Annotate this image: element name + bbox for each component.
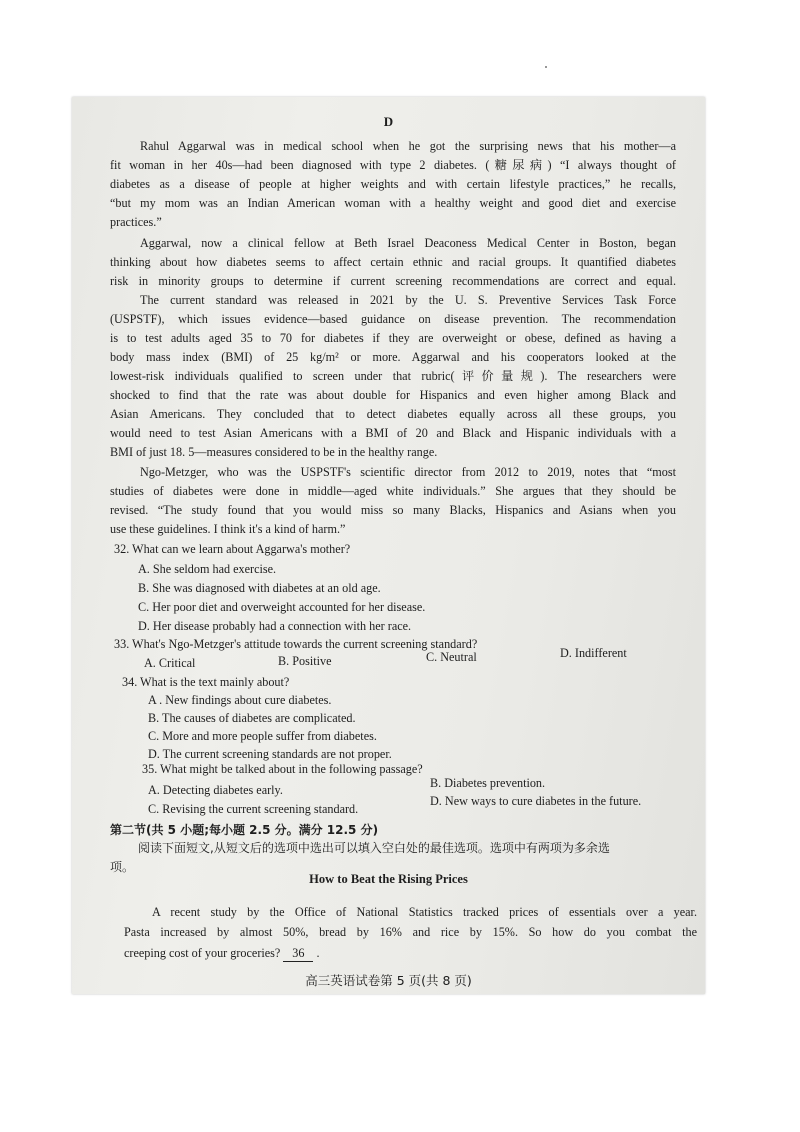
passage-line-text: creeping cost of your groceries? <box>124 946 281 960</box>
passage-line: Pasta increased by almost 50%, bread by 16% and rice by 15%. So how do you combat the <box>124 925 697 939</box>
question-32-option-a[interactable]: A. She seldom had exercise. <box>138 562 277 576</box>
question-34-option-b[interactable]: B. The causes of diabetes are complicated. <box>148 711 356 725</box>
paragraph-line: practices.” <box>110 215 162 229</box>
paragraph-line: shocked to find that the rate was about double for Hispanics and even higher among Black and <box>110 388 676 402</box>
question-32-option-d[interactable]: D. Her disease probably had a connection with her race. <box>138 619 412 633</box>
exam-page <box>72 97 705 994</box>
question-33-option-c[interactable]: C. Neutral <box>426 650 477 664</box>
question-32-option-b[interactable]: B. She was diagnosed with diabetes at an old age. <box>138 581 381 595</box>
question-35-option-d[interactable]: D. New ways to cure diabetes in the future. <box>430 794 642 808</box>
question-35-option-b[interactable]: B. Diabetes prevention. <box>430 776 546 790</box>
passage-title: How to Beat the Rising Prices <box>309 872 468 886</box>
paragraph-line: use these guidelines. I think it's a kind of harm.” <box>110 522 346 536</box>
paragraph-line: diabetes as a disease of people at higher weights and with certain lifestyle practices,” he recalls, <box>110 177 676 191</box>
paragraph-line: “but my mom was an Indian American woman with a healthy weight and good diet and exercise <box>110 196 676 210</box>
paragraph-line: is to test adults aged 35 to 70 for diabetes if they are overweight or obese, defined as having a <box>110 331 676 345</box>
paragraph-line: (USPSTF), which issues evidence—based guidance on disease prevention. The recommendation <box>110 312 676 326</box>
question-32-option-c[interactable]: C. Her poor diet and overweight accounted for her disease. <box>138 600 426 614</box>
paragraph-line: Aggarwal, now a clinical fellow at Beth Israel Deaconess Medical Center in Boston, began <box>140 236 676 250</box>
paragraph-line: Rahul Aggarwal was in medical school when he got the surprising news that his mother—a <box>140 139 676 153</box>
section-letter: D <box>383 114 394 129</box>
question-34-stem: 34. What is the text mainly about? <box>122 675 290 689</box>
question-33-option-b[interactable]: B. Positive <box>278 654 332 668</box>
paragraph-line: Ngo-Metzger, who was the USPSTF's scientific director from 2012 to 2019, notes that “most <box>140 465 676 479</box>
question-32-stem: 32. What can we learn about Aggarwa's mother? <box>114 542 351 556</box>
paragraph-line: revised. “The study found that you would miss so many Blacks, Hispanics and Asians when you <box>110 503 676 517</box>
paragraph-line: lowest-risk individuals qualified to screen under that rubric(评价量规). The researchers were <box>110 369 676 383</box>
blank-36[interactable]: 36 <box>283 946 313 962</box>
paragraph-line: fit woman in her 40s—had been diagnosed with type 2 diabetes. (糖尿病) “I always thought of <box>110 158 676 172</box>
paragraph-line: studies of diabetes were done in middle—aged white individuals.” She argues that they should be <box>110 484 676 498</box>
question-35-option-c[interactable]: C. Revising the current screening standard. <box>148 802 359 816</box>
stray-dot <box>545 66 547 68</box>
question-35-option-a[interactable]: A. Detecting diabetes early. <box>148 783 283 797</box>
paragraph-line: BMI of just 18. 5—measures considered to be in the healthy range. <box>110 445 438 459</box>
question-35-stem: 35. What might be talked about in the following passage? <box>142 762 423 776</box>
section-2-instruction-cont: 项。 <box>110 860 135 874</box>
section-2-instruction: 阅读下面短文,从短文后的选项中选出可以填入空白处的最佳选项。选项中有两项为多余选 <box>138 841 610 855</box>
paragraph-line: Asian Americans. They concluded that to detect diabetes equally across all these groups, you <box>110 407 676 421</box>
section-2-title: 第二节(共 5 小题;每小题 2.5 分。满分 12.5 分) <box>110 823 379 837</box>
question-34-option-d[interactable]: D. The current screening standards are not proper. <box>148 747 392 761</box>
paragraph-line: would need to test Asian Americans with a BMI of 20 and Black and Hispanic individuals with a <box>110 426 676 440</box>
paragraph-line: The current standard was released in 2021 by the U. S. Preventive Services Task Force <box>140 293 676 307</box>
passage-line: A recent study by the Office of National Statistics tracked prices of essentials over a year. <box>152 905 697 919</box>
paragraph-line: risk in minority groups to determine if current screening recommendations are correct and equal. <box>110 274 676 288</box>
passage-line-last <box>124 946 319 962</box>
paragraph-line: body mass index (BMI) of 25 kg/m² or more. Aggarwal and his cooperators looked at the <box>110 350 676 364</box>
blank-tail: . <box>316 946 320 960</box>
question-33-option-a[interactable]: A. Critical <box>144 656 196 670</box>
question-34-option-c[interactable]: C. More and more people suffer from diabetes. <box>148 729 377 743</box>
question-33-stem: 33. What's Ngo-Metzger's attitude towards the current screening standard? <box>114 637 478 651</box>
page-footer: 高三英语试卷第 5 页(共 8 页) <box>305 973 472 988</box>
paragraph-line: thinking about how diabetes seems to affect certain ethnic and racial groups. It quantified diabetes <box>110 255 676 269</box>
question-33-option-d[interactable]: D. Indifferent <box>560 646 627 660</box>
question-34-option-a[interactable]: A . New findings about cure diabetes. <box>148 693 332 707</box>
